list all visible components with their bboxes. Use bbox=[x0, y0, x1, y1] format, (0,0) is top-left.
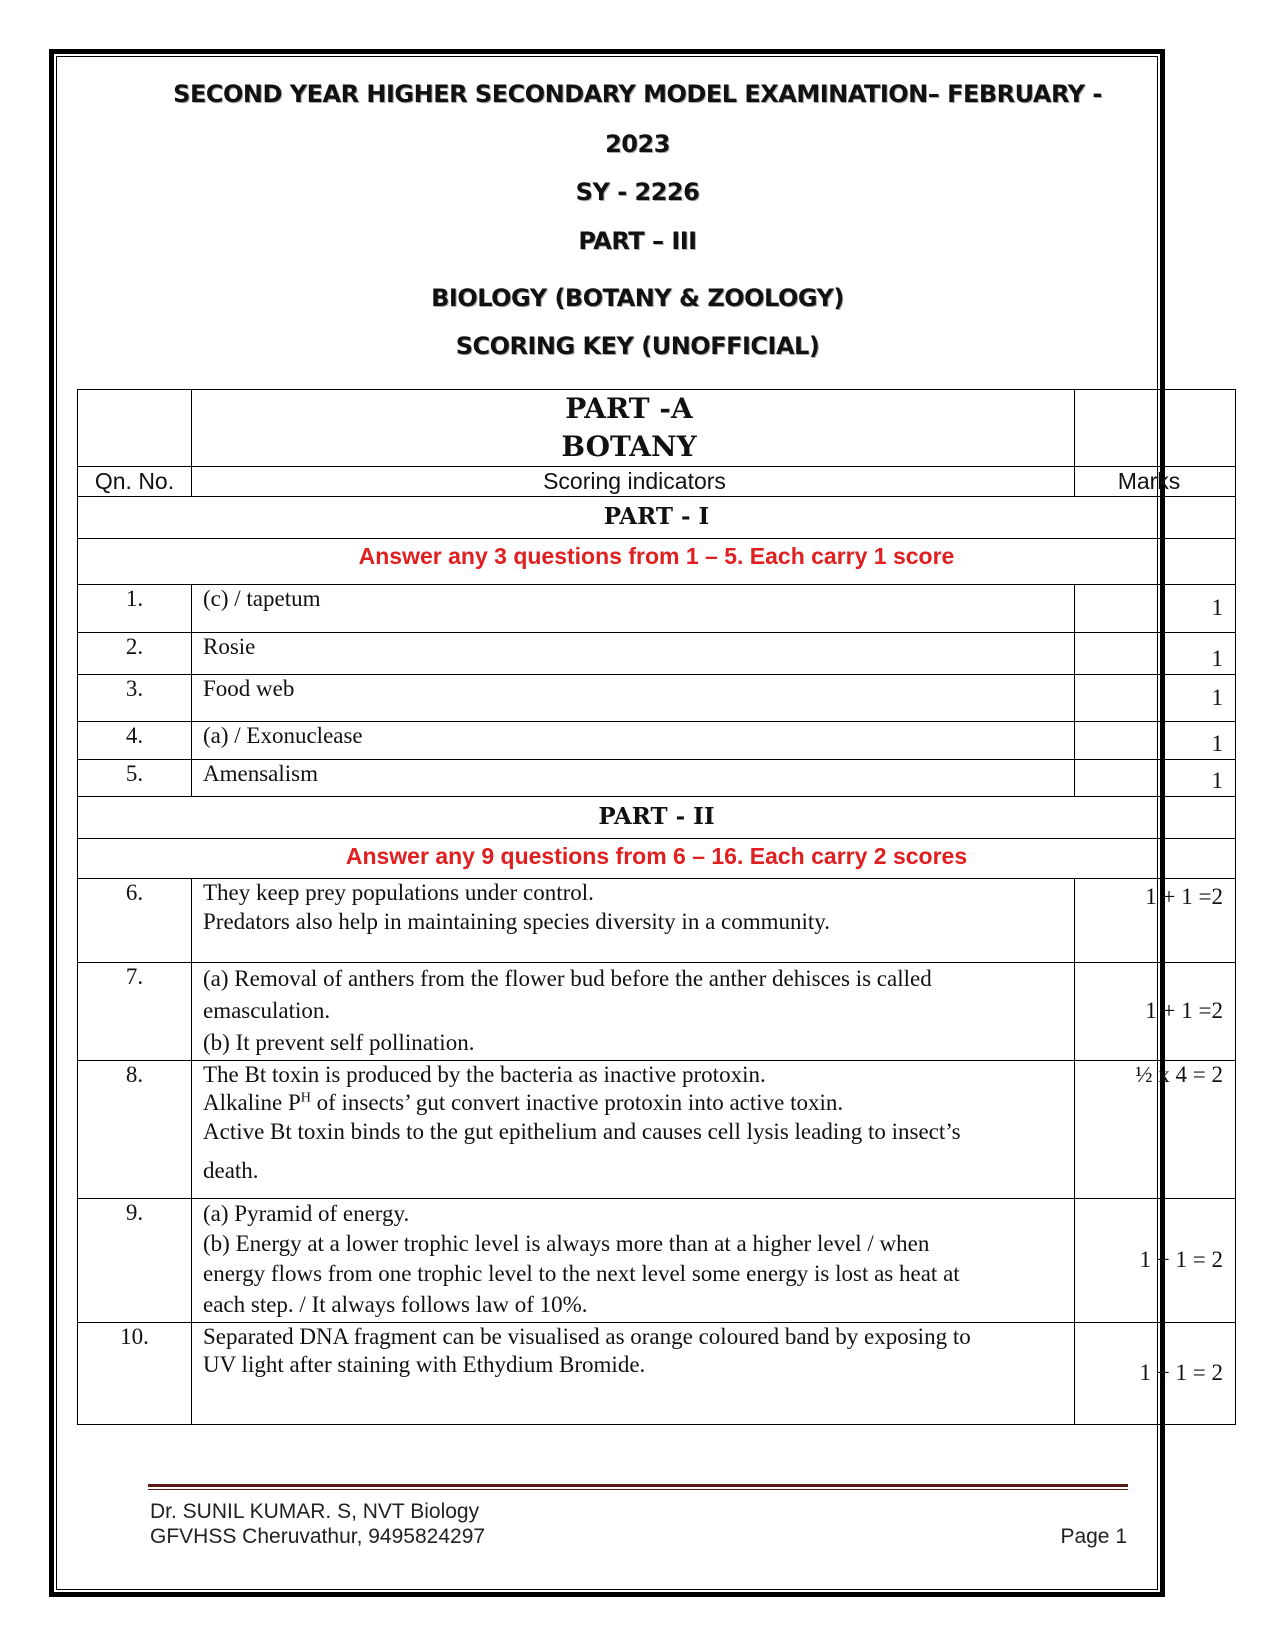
exam-part: PART – III bbox=[578, 227, 697, 255]
column-header-marks: Marks bbox=[1075, 467, 1236, 497]
answer-line: Active Bt toxin binds to the gut epithelium and causes cell lysis leading to insect’s bbox=[203, 1119, 961, 1145]
question-number: 1. bbox=[78, 585, 192, 633]
exam-year: 2023 bbox=[605, 130, 670, 158]
table-row bbox=[78, 1060, 1236, 1198]
answer-line: UV light after staining with Ethydium Bromide. bbox=[203, 1352, 646, 1378]
table-row bbox=[78, 633, 1236, 675]
question-number: 7. bbox=[78, 963, 192, 1061]
marks: 1 + 1 = 2 bbox=[1075, 1322, 1236, 1424]
answer-line: each step. / It always follows law of 10%. bbox=[203, 1291, 588, 1317]
part1-title: PART - I bbox=[78, 497, 1236, 539]
superscript-h: H bbox=[300, 1090, 311, 1106]
answer-line: (a) Removal of anthers from the flower bud before the anther dehisces is called bbox=[203, 966, 932, 991]
footer-school: GFVHSS Cheruvathur, 9495824297 bbox=[150, 1525, 486, 1548]
column-header-row bbox=[78, 467, 1236, 497]
marks: 1 + 1 =2 bbox=[1075, 879, 1236, 963]
marks: 1 bbox=[1075, 760, 1236, 797]
answer-line: They keep prey populations under control. bbox=[203, 880, 594, 905]
answer-line: The Bt toxin is produced by the bacteria as inactive protoxin. bbox=[203, 1061, 766, 1087]
part2-instruction: Answer any 9 questions from 6 – 16. Each carry 2 scores bbox=[78, 839, 1236, 879]
answer-text: (a) / Exonuclease bbox=[192, 722, 1075, 760]
answer-line: (b) It prevent self pollination. bbox=[203, 1030, 475, 1056]
table-row bbox=[78, 760, 1236, 797]
part1-instruction-row bbox=[78, 539, 1236, 585]
exam-code: SY - 2226 bbox=[575, 178, 700, 206]
answer-line: (b) Energy at a lower trophic level is always more than at a higher level / when bbox=[203, 1230, 930, 1256]
part1-banner-row bbox=[78, 497, 1236, 539]
subject-title: BIOLOGY (BOTANY & ZOOLOGY) bbox=[431, 284, 844, 312]
answer-text: Amensalism bbox=[192, 760, 1075, 797]
part2-banner-row bbox=[78, 797, 1236, 839]
answer-line: Separated DNA fragment can be visualised as orange coloured band by exposing to bbox=[203, 1323, 971, 1349]
question-number: 3. bbox=[78, 675, 192, 722]
answer-line: emasculation. bbox=[203, 998, 331, 1024]
table-row bbox=[78, 1322, 1236, 1424]
answer-text: Rosie bbox=[192, 633, 1075, 675]
table-row bbox=[78, 1198, 1236, 1322]
question-number: 10. bbox=[78, 1322, 192, 1424]
question-number: 8. bbox=[78, 1060, 192, 1198]
answer-text: Food web bbox=[192, 675, 1075, 722]
table-title-row bbox=[78, 390, 1236, 467]
footer-divider bbox=[148, 1484, 1128, 1487]
answer-line: death. bbox=[203, 1157, 259, 1183]
question-number: 9. bbox=[78, 1198, 192, 1322]
footer-divider-thin bbox=[148, 1489, 1128, 1490]
part1-instruction: Answer any 3 questions from 1 – 5. Each carry 1 score bbox=[78, 539, 1236, 585]
part-a-heading: PART -A bbox=[565, 392, 693, 425]
part2-title: PART - II bbox=[78, 797, 1236, 839]
answer-line: energy flows from one trophic level to the next level some energy is lost as heat at bbox=[203, 1261, 960, 1287]
exam-title: SECOND YEAR HIGHER SECONDARY MODEL EXAMINATION– FEBRUARY - bbox=[173, 80, 1102, 108]
marks: 1 bbox=[1075, 585, 1236, 633]
answer-line: (a) Pyramid of energy. bbox=[203, 1200, 410, 1226]
question-number: 2. bbox=[78, 633, 192, 675]
botany-heading: BOTANY bbox=[561, 430, 697, 463]
scoring-key-table bbox=[77, 389, 1236, 1425]
table-row bbox=[78, 675, 1236, 722]
marks: 1 + 1 =2 bbox=[1075, 963, 1236, 1061]
marks: 1 + 1 = 2 bbox=[1075, 1198, 1236, 1322]
answer-text: (c) / tapetum bbox=[192, 585, 1075, 633]
marks: 1 bbox=[1075, 675, 1236, 722]
question-number: 6. bbox=[78, 879, 192, 963]
part2-instruction-row bbox=[78, 839, 1236, 879]
table-row bbox=[78, 585, 1236, 633]
table-row bbox=[78, 879, 1236, 963]
marks: ½ x 4 = 2 bbox=[1075, 1060, 1236, 1198]
scoring-key-title: SCORING KEY (UNOFFICIAL) bbox=[455, 332, 820, 360]
footer-author: Dr. SUNIL KUMAR. S, NVT Biology bbox=[150, 1500, 480, 1523]
marks: 1 bbox=[1075, 633, 1236, 675]
page-number: Page 1 bbox=[1060, 1525, 1127, 1548]
question-number: 5. bbox=[78, 760, 192, 797]
answer-line: Alkaline $P^H$ of insects’ gut convert inactive protoxin into active toxin. bbox=[203, 1090, 844, 1116]
column-header-indicators: Scoring indicators bbox=[192, 467, 1075, 497]
marks: 1 bbox=[1075, 722, 1236, 760]
column-header-qn: Qn. No. bbox=[78, 467, 192, 497]
table-row bbox=[78, 722, 1236, 760]
answer-line: Predators also help in maintaining species diversity in a community. bbox=[203, 908, 831, 934]
question-number: 4. bbox=[78, 722, 192, 760]
table-row bbox=[78, 963, 1236, 1061]
